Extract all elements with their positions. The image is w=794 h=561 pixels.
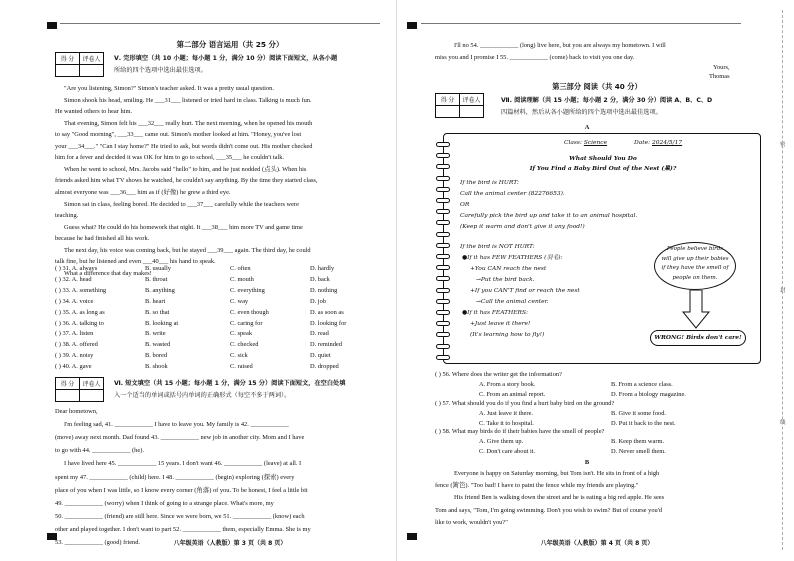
letter-line-55: miss you and I promise I 55. ____________ (come) back to visit you one day. (435, 54, 635, 61)
option-a: ( ) 33. A. something (55, 286, 107, 294)
fill-line: I have lived here 45. ____________ 15 years. I don't want 46. ____________ (leave) at all. I (64, 460, 302, 468)
option: B. wasted (145, 341, 171, 349)
hurt-instruction: (Keep it warm and don't give it any food!) (460, 224, 585, 230)
binder-ring (436, 299, 450, 304)
option: C. everything (230, 286, 265, 294)
cloze-line: to say "Good morning", ___33___ came out. Simon's mother looked at him. "Honey, you've lost (55, 131, 302, 139)
down-arrow-icon (681, 290, 711, 330)
option: D. as soon as (310, 308, 344, 316)
seal-mark: 封 (780, 288, 786, 294)
cloze-line: almost everyone was ___36___ him as if (好像) he grew a third eye. (55, 188, 231, 196)
binder-ring (436, 344, 450, 349)
option: A. From a story book. (479, 381, 536, 388)
option: D. Never smell them. (611, 448, 666, 455)
option: B. shook (145, 363, 168, 371)
option: C. even though (230, 308, 269, 316)
bubble-text: people on them. (672, 274, 718, 281)
section-b-label: B (584, 459, 590, 466)
cloze-line: Simon shook his head, smiling. He ___31___ listened or tried hard in class. Talking is much fun. (64, 96, 312, 104)
right-page (397, 0, 794, 561)
option: C. caring for (230, 319, 263, 327)
bubble-text: will give up their babies (661, 255, 729, 262)
option: C. often (230, 265, 251, 272)
option: D. From a biology magazine. (611, 391, 686, 398)
option: C. Don't care about it. (479, 448, 536, 455)
bubble-text: if they have the smell of (661, 265, 729, 272)
option: D. looking for (310, 319, 347, 327)
cloze-heading: Ⅴ. 完形填空（共 10 小题；每小题 1 分，满分 10 分）阅读下面短文，从各小题 (114, 55, 338, 62)
option: C. raised (230, 363, 253, 371)
cloze-line: your ___34___." "Can I stay home?" He tried to ask, but words didn't come out. His mother checked (55, 142, 313, 150)
fill-line: 49. ____________ (worry) when I think of going to a strange place. What's more, my (55, 499, 274, 507)
option: C. checked (230, 341, 259, 349)
passage-b-line: Everyone is happy on Saturday morning, but Tom isn't. He sits in front of a high (454, 470, 660, 477)
fill-line: (move) away next month. Dad found 43. ____________ new job in another city. Mom and I have (55, 434, 305, 442)
cloze-heading-2: 所给的四个选项中选出最佳选项。 (114, 67, 207, 74)
option: D. job (310, 297, 326, 305)
score-cell[interactable] (56, 65, 80, 77)
seal-mark: 线 (780, 420, 786, 426)
top-rule (421, 23, 741, 31)
option: D. dropped (310, 363, 339, 371)
cloze-line: The next day, his voice was coming back, but he stayed ___39___ again. The third day, he could (64, 246, 311, 254)
option-a: ( ) 35. A. as long as (55, 308, 105, 316)
cloze-line: Simon sat in class, feeling bored. He decided to ___37___ carefully while the teachers were (64, 200, 299, 208)
option: B. heart (145, 297, 166, 305)
cloze-line: What a difference that day makes! (64, 269, 152, 277)
option: B. Keep them warm. (611, 438, 665, 445)
not-hurt-instruction: +If you CAN'T find or reach the nest (470, 288, 580, 294)
cloze-line: "Are you listening, Simon?" Simon's teacher asked. It was a pretty usual question. (64, 85, 274, 92)
option-a: ( ) 31. A. always (55, 265, 98, 272)
question-stem: ( ) 57. What should you do if you find a hurt baby bird on the ground? (435, 399, 615, 407)
passage-b-line: like to work, wouldn't you?" (435, 518, 508, 526)
part-three-title: 第三部分 阅读（共 40 分） (552, 82, 642, 91)
option: C. way (230, 297, 249, 305)
not-hurt-instruction: +You CAN reach the nest (470, 266, 547, 272)
score-box (55, 52, 104, 77)
option: B. usually (145, 265, 171, 272)
cloze-line: That evening, Simon felt his ___32___ really hurt. The next morning, when he opened his mouth (64, 119, 313, 127)
option: B. anything (145, 286, 175, 294)
score-label: 得 分 (56, 378, 80, 390)
fill-line: other and played together. I don't want to part 52. ____________ them, especially Emma. She is my (55, 525, 311, 533)
top-rule (60, 23, 380, 31)
fill-heading-2: 入一个适当的单词或括号内单词的正确形式（每空不多于两词）。 (114, 392, 291, 399)
note-subtitle: If You Find a Baby Bird Out of the Nest (巢)? (529, 165, 677, 172)
grader-label: 评卷人 (80, 53, 104, 65)
class-label: Class: Science (564, 140, 608, 146)
option: B. bored (145, 352, 168, 360)
bubble-text: People believe birds (666, 246, 724, 252)
option: D. reminded (310, 341, 342, 349)
passage-b-line: His friend Ben is walking down the street and he is eating a big red apple. He sees (454, 494, 665, 502)
option-a: ( ) 38. A. offered (55, 341, 98, 349)
binder-ring (436, 220, 450, 225)
binder-ring (436, 310, 450, 315)
binder-ring (436, 332, 450, 337)
option: B. Give it some food. (611, 409, 667, 417)
fill-line: I'm feeling sad, 41. ____________ I have to leave you. My family is 42. ____________ (64, 421, 289, 429)
reading-heading-2: 四篇材料，然后从各小题所给的四个选项中选出最佳选项。 (501, 109, 662, 116)
score-label: 得 分 (436, 94, 460, 106)
option: B. write (145, 330, 166, 338)
grader-cell[interactable] (80, 390, 104, 402)
score-cell[interactable] (436, 106, 460, 118)
hurt-instruction: Carefully pick the bird up and take it to an animal hospital. (460, 213, 638, 219)
question-stem: ( ) 56. Where does the writer get the information? (435, 371, 562, 378)
fill-line: 53. ____________ (good) friend. (55, 539, 141, 546)
not-hurt-instruction: →Call the animal center. (476, 299, 549, 305)
option: C. speak (230, 330, 253, 338)
option: D. back (310, 275, 330, 283)
reading-heading: Ⅶ. 阅读理解（共 15 小题；每小题 2 分，满分 30 分）阅读 A、B、C、D (501, 97, 713, 104)
hurt-instruction: OR (460, 202, 470, 208)
option: C. sick (230, 352, 248, 360)
hurt-instruction: Call the animal center (82276653). (460, 191, 565, 197)
fill-line: spent my 47. ____________ (child) here. I 48. ____________ (begin) exploring (探索) every (55, 473, 295, 481)
question-stem: ( ) 58. What may birds do if their babies have the smell of people? (435, 428, 605, 435)
passage-b-line: Tom and says, "Tom, I'm going swimming. Don't you wish to swim? But of course you'd (435, 506, 663, 514)
binder-ring (436, 209, 450, 214)
cloze-line: because he had finished all his work. (55, 235, 150, 243)
grader-label: 评卷人 (460, 94, 484, 106)
binder-ring (436, 321, 450, 326)
binder-ring (436, 355, 450, 360)
option-a: ( ) 39. A. noisy (55, 352, 94, 360)
option-a: ( ) 37. A. listen (55, 330, 94, 338)
letter-closing: Yours, (713, 64, 730, 71)
fill-line: Dear hometown, (55, 408, 98, 415)
binder-ring (436, 232, 450, 237)
letter-line-54: I'll no 54. ____________ (long) live here, but you are always my hometown. I will (454, 42, 666, 49)
score-box-2 (55, 377, 104, 402)
letter-signature: Thomas (709, 73, 730, 80)
science-notebook (443, 133, 761, 364)
option: B. so that (145, 308, 170, 316)
grader-cell[interactable] (80, 65, 104, 77)
fill-line: place of you when I was little, so I know every corner (角落) of you. To be honest, I feel a little bit (55, 486, 308, 494)
section-a-label: A (584, 124, 590, 131)
cloze-line: When he went to school, Mrs. Jacobs said "hello" to him, and he just nodded (点头). When his (64, 165, 307, 173)
not-hurt-instruction: If the bird is NOT HURT: (460, 244, 535, 250)
part-two-title: 第二部分 语言运用（共 25 分） (176, 40, 284, 49)
binder-ring (436, 176, 450, 181)
hurt-instruction: If the bird is HURT: (460, 180, 519, 186)
page-footer-left: 八年级英语（人教版）第 3 页（共 8 页） (173, 540, 287, 547)
not-hurt-instruction: (It's learning how to fly!) (470, 332, 545, 338)
fill-heading: Ⅵ. 短文填空（共 15 小题；每小题 1 分，满分 15 分）阅读下面短文，在空白处填 (114, 380, 346, 387)
binder-ring (436, 265, 450, 270)
binder-ring (436, 254, 450, 259)
option: A. Give them up. (479, 438, 524, 445)
corner-mark (47, 22, 57, 29)
binder-ring (436, 243, 450, 248)
option: C. mouth (230, 275, 254, 283)
option: B. looking at (145, 319, 179, 327)
page-footer-right: 八年级英语（人教版）第 4 页（共 8 页） (540, 540, 654, 547)
grader-cell[interactable] (460, 106, 484, 118)
cloze-line: him for a fever and decided it was OK for him to go to school, ___35___ he couldn't talk. (55, 154, 285, 162)
option-a: ( ) 34. A. voice (55, 297, 94, 305)
option: D. Put it back to the nest. (611, 419, 676, 427)
cloze-line: Guess what? He could do his homework that night. It ___38___ him more TV and game time (64, 223, 303, 231)
not-hurt-instruction: ●If it has FEATHERS: (462, 310, 528, 316)
option: D. nothing (310, 286, 338, 294)
binder-ring (436, 198, 450, 203)
grader-label: 评卷人 (80, 378, 104, 390)
cloze-line: He wanted others to hear him. (55, 108, 133, 116)
cloze-line: teaching. (55, 212, 79, 220)
score-cell[interactable] (56, 390, 80, 402)
seal-line (782, 10, 783, 550)
cloze-line: friends asked him what TV shows he watched, he couldn't say anything. By the time they started class, (55, 177, 318, 185)
binder-ring (436, 142, 450, 147)
option: D. quiet (310, 352, 331, 360)
option-a: ( ) 36. A. talking to (55, 319, 104, 327)
option: C. Take it to hospital. (479, 419, 534, 427)
note-title: What Should You Do (569, 155, 637, 162)
seal-mark: 密 (780, 142, 786, 148)
fill-line: to go with 44. ____________ (he). (55, 447, 144, 455)
wrong-text: WRONG! Birds don't care! (654, 334, 742, 341)
option: B. throat (145, 275, 168, 283)
fill-line: 50. ____________ (friend) are still here. Since we were born, we 51. ____________ (know) each (55, 512, 305, 520)
not-hurt-instruction: ●If it has FEW FEATHERS (羽毛): (462, 255, 563, 261)
date-label: Date: 2024/5/17 (634, 140, 683, 146)
option: A. Just leave it there. (479, 409, 533, 417)
binder-ring (436, 187, 450, 192)
option: D. hardly (310, 265, 335, 272)
corner-mark (407, 22, 417, 29)
score-box-3 (435, 93, 484, 118)
binder-ring (436, 288, 450, 293)
corner-mark (407, 533, 417, 540)
option: B. From a science class. (611, 381, 673, 388)
not-hurt-instruction: →Put the bird back. (476, 277, 535, 283)
score-label: 得 分 (56, 53, 80, 65)
not-hurt-instruction: +Just leave it there! (470, 321, 531, 327)
binder-ring (436, 276, 450, 281)
option-a: ( ) 32. A. head (55, 275, 92, 283)
option: D. read (310, 330, 329, 338)
option: C. From an animal report. (479, 391, 546, 398)
passage-b-line: fence (篱笆). "Too bad! I have to paint the fence while my friends are playing." (435, 482, 639, 490)
option-a: ( ) 40. A. gave (55, 363, 92, 371)
cloze-line: talk fine, but he listened and even ___40___ his hand to speak. (55, 258, 216, 266)
